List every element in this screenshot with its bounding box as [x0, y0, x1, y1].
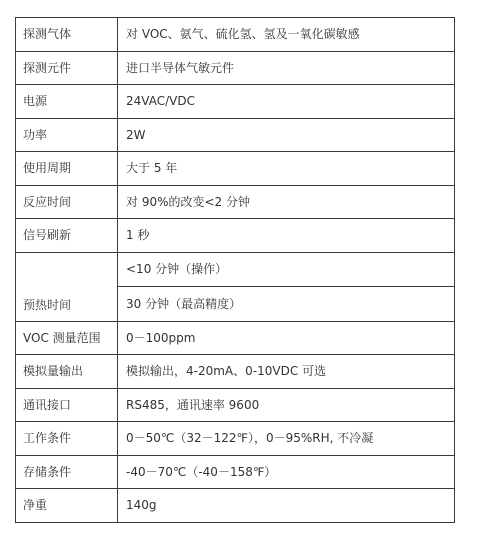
row-label: 净重 — [16, 489, 118, 523]
row-value: 30 分钟（最高精度） — [118, 287, 455, 322]
row-value: 24VAC/VDC — [118, 85, 455, 119]
row-label: 功率 — [16, 118, 118, 152]
row-label: 存储条件 — [16, 455, 118, 489]
row-value: 大于 5 年 — [118, 152, 455, 186]
row-label: 使用周期 — [16, 152, 118, 186]
table-row-lifetime — [16, 152, 455, 186]
table-row-analog-output — [16, 355, 455, 389]
row-label: 预热时间 — [16, 252, 118, 321]
row-value: RS485，通讯速率 9600 — [118, 388, 455, 422]
table-row-operating-conditions — [16, 422, 455, 456]
row-value: 0－100ppm — [118, 321, 455, 355]
row-value: 对 90%的改变<2 分钟 — [118, 185, 455, 219]
table-row-net-weight — [16, 489, 455, 523]
row-value: 0－50℃（32－122℉），0－95%RH, 不冷凝 — [118, 422, 455, 456]
row-value: 进口半导体气敏元件 — [118, 51, 455, 85]
row-label: VOC 测量范围 — [16, 321, 118, 355]
row-value: -40－70℃（-40－158℉） — [118, 455, 455, 489]
row-value: 2W — [118, 118, 455, 152]
row-label: 通讯接口 — [16, 388, 118, 422]
row-label: 探测元件 — [16, 51, 118, 85]
row-value: 1 秒 — [118, 219, 455, 253]
row-value: 140g — [118, 489, 455, 523]
table-row-signal-refresh — [16, 219, 455, 253]
table-row-detect-gas — [16, 18, 455, 52]
row-value: 模拟输出，4-20mA、0-10VDC 可选 — [118, 355, 455, 389]
row-value: 对 VOC、氨气、硫化氢、氢及一氧化碳敏感 — [118, 18, 455, 52]
row-label: 电源 — [16, 85, 118, 119]
table-row-voc-range — [16, 321, 455, 355]
row-label: 反应时间 — [16, 185, 118, 219]
table-row-comm-interface — [16, 388, 455, 422]
table-row-detect-element — [16, 51, 455, 85]
row-label: 模拟量输出 — [16, 355, 118, 389]
row-label: 探测气体 — [16, 18, 118, 52]
row-label: 工作条件 — [16, 422, 118, 456]
table-row-storage-conditions — [16, 455, 455, 489]
row-value: <10 分钟（操作） — [118, 252, 455, 287]
table-row-power-supply — [16, 85, 455, 119]
table-row-power — [16, 118, 455, 152]
row-label: 信号刷新 — [16, 219, 118, 253]
spec-table — [15, 17, 455, 523]
table-row-warmup-time — [16, 252, 455, 287]
table-row-response-time — [16, 185, 455, 219]
